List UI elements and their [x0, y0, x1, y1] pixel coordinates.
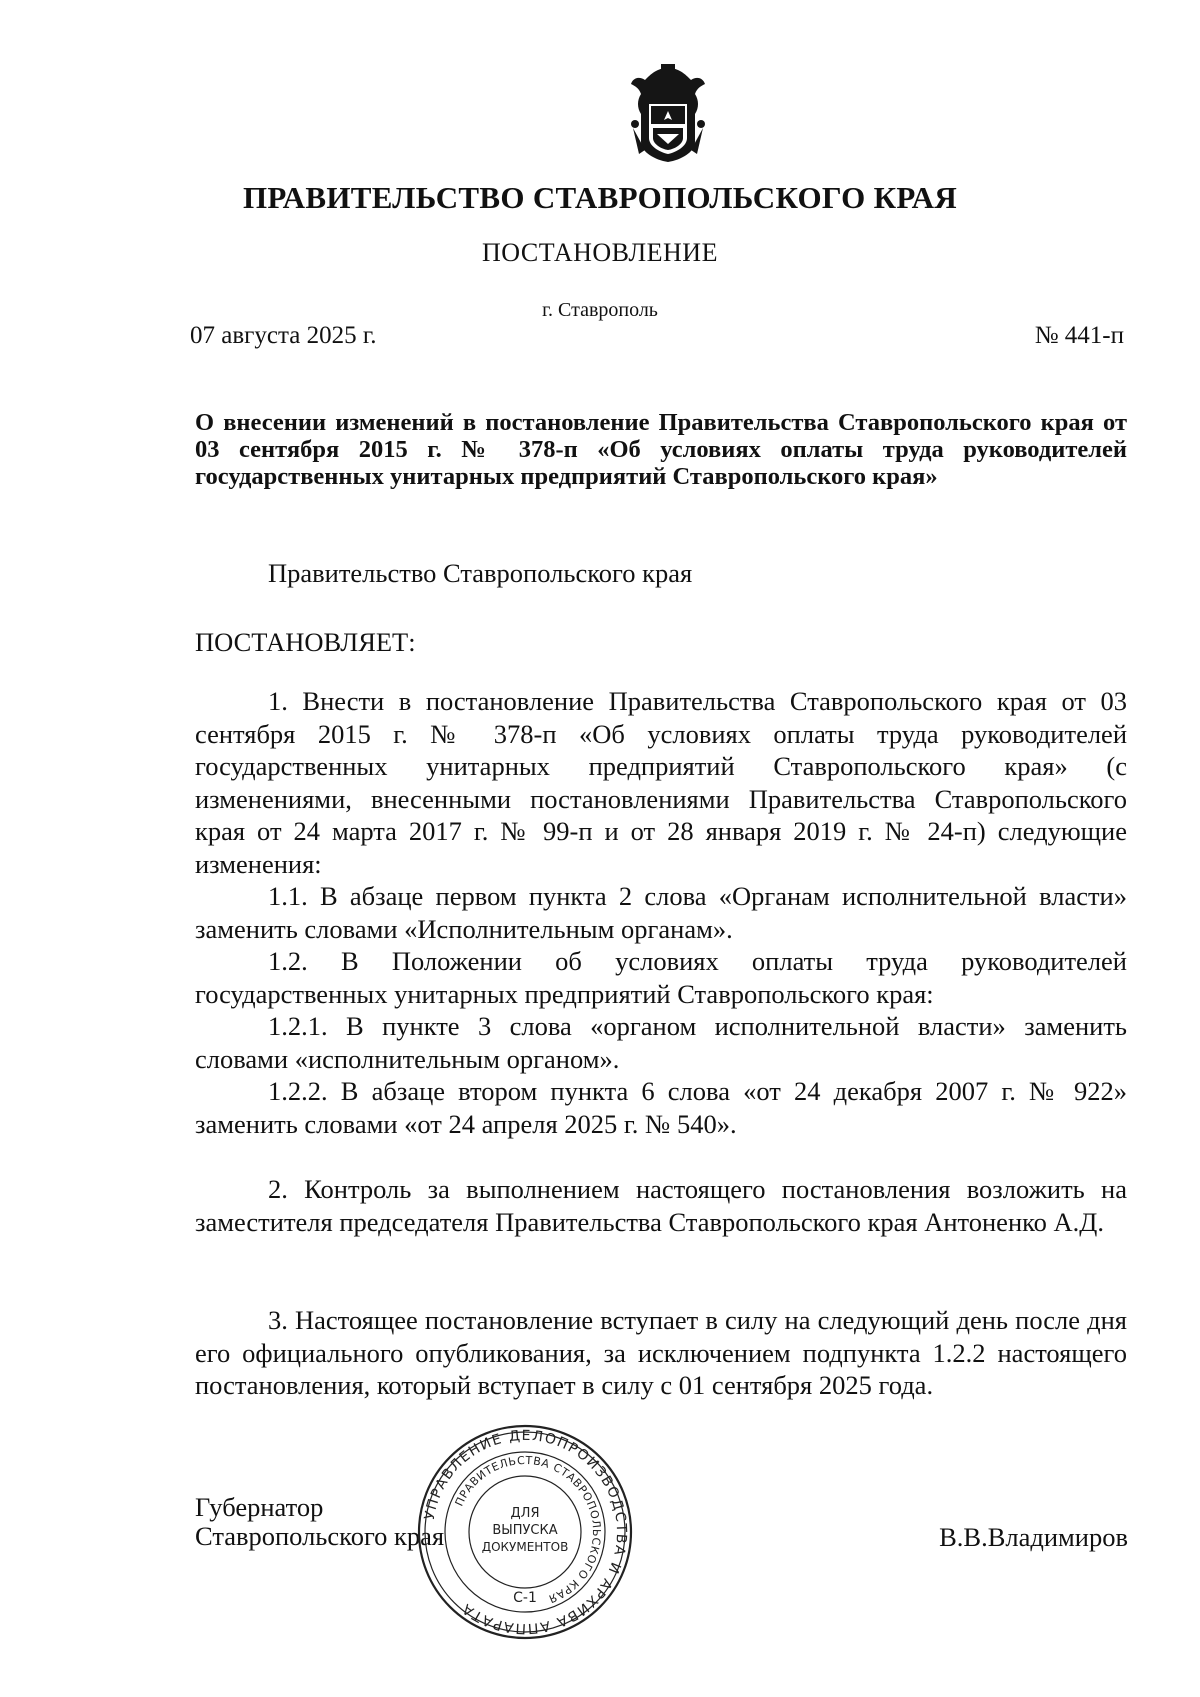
stamp-inner-ring-text: ПРАВИТЕЛЬСТВА СТАВРОПОЛЬСКОГО КРАЯ	[452, 1453, 604, 1606]
organization-title: ПРАВИТЕЛЬСТВО СТАВРОПОЛЬСКОГО КРАЯ	[242, 180, 958, 215]
item-1-2-1: 1.2.1. В пункте 3 слова «органом исполнительной власти» заменить словами «исполнительным органом».	[195, 1011, 1127, 1074]
stamp-center-line-1: ДЛЯ	[510, 1506, 540, 1521]
item-3: 3. Настоящее постановление вступает в силу на следующий день после дня его официального опубликования, за исключением подпункта 1.2.2 настоящего постановления, который вступает в силу с 01 сентября 2025 года.	[195, 1305, 1127, 1400]
signatory-position	[195, 1493, 444, 1551]
stamp-center-line-2: ВЫПУСКА	[492, 1523, 558, 1538]
signatory-position-line-2: Ставропольского края	[195, 1521, 445, 1551]
item-1-block	[195, 685, 1127, 1140]
stamp-outer-ring-text: УПРАВЛЕНИЕ ДЕЛОПРОИЗВОДСТВА И АРХИВА АППАРАТА	[421, 1427, 630, 1637]
item-2: 2. Контроль за выполнением настоящего постановления возложить на заместителя председателя Правительства Ставропольского края Антоненко А.Д.	[195, 1174, 1127, 1237]
item-1-2-2: 1.2.2. В абзаце втором пункта 6 слова «от 24 декабря 2007 г. № 922» заменить словами «от 24 апреля 2025 г. № 540».	[195, 1076, 1127, 1139]
official-stamp	[415, 1422, 635, 1642]
coat-of-arms-icon	[627, 64, 709, 164]
item-1-1: 1.1. В абзаце первом пункта 2 слова «Органам исполнительной власти» заменить словами «Исполнительным органам».	[195, 881, 1127, 944]
signatory-position-line-1: Губернатор	[195, 1492, 324, 1522]
document-city: г. Ставрополь	[542, 299, 658, 321]
item-1-2: 1.2. В Положении об условиях оплаты труда руководителей государственных унитарных предприятий Ставропольского края:	[195, 946, 1127, 1009]
resolves-heading: ПОСТАНОВЛЯЕТ:	[195, 627, 416, 657]
document-number: № 441-п	[1034, 322, 1124, 349]
stamp-code: С-1	[513, 1590, 537, 1606]
document-subject: О внесении изменений в постановление Правительства Ставропольского края от 03 сентября 2015 г. № 378-п «Об условиях оплаты труда руководителей государственных унитарных предприятий Ставропольского края»	[195, 409, 1127, 490]
stamp-center-line-3: ДОКУМЕНТОВ	[481, 1540, 569, 1554]
signatory-name: В.В.Владимиров	[939, 1522, 1128, 1552]
item-1: 1. Внести в постановление Правительства Ставропольского края от 03 сентября 2015 г. № 378-п «Об условиях оплаты труда руководителей государственных унитарных предприятий Ставропольского края» (с изменениями, внесенными постановлениями Правительства Ставропольского края от 24 марта 2017 г. № 99-п и от 28 января 2019 г. № 24-п) следующие изменения:	[195, 686, 1127, 879]
intro-line: Правительство Ставропольского края	[268, 558, 693, 588]
document-date: 07 августа 2025 г.	[190, 322, 377, 349]
document-type: ПОСТАНОВЛЕНИЕ	[482, 238, 718, 267]
